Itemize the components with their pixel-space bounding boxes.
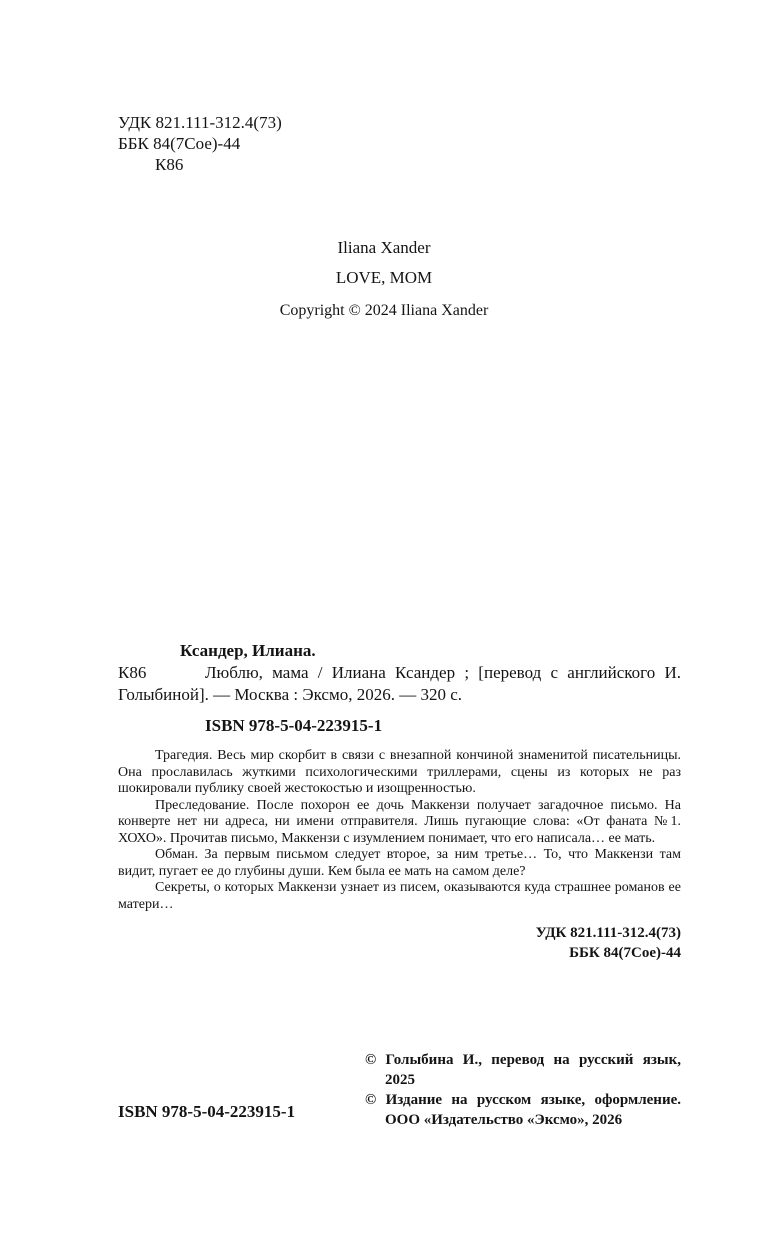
catalog-card <box>118 640 681 963</box>
bbk-code-bottom: ББК 84(7Сое)-44 <box>569 945 681 961</box>
annotation-paragraph: Преследование. После похорон ее дочь Маккензи получает загадочное письмо. На конверте нет ни адреса, ни имени отправителя. Лишь пугающие слова: «От фаната №1. ХОХО». Прочитав письмо, Маккензи с изумлением понимает, что его написала… ее мать. <box>118 797 681 846</box>
bibliographic-entry <box>118 662 681 706</box>
copyright-entry: © Издание на русском языке, оформление. ООО «Издательство «Эксмо», 2026 <box>365 1092 681 1128</box>
original-title: LOVE, MOM <box>335 268 433 287</box>
bottom-classification-codes <box>118 923 681 963</box>
original-title-block <box>0 238 768 321</box>
original-copyright: Copyright © 2024 Iliana Xander <box>279 302 489 319</box>
isbn-catalog: ISBN 978-5-04-223915-1 <box>205 716 383 735</box>
copyright-notices <box>365 1050 681 1130</box>
catalog-author-heading: Ксандер, Илиана. <box>180 641 316 660</box>
udk-code-top: УДК 821.111-312.4(73) <box>118 113 282 132</box>
udk-code-bottom: УДК 821.111-312.4(73) <box>535 925 681 941</box>
annotation-paragraph: Секреты, о которых Маккензи узнает из писем, оказываются куда страшнее романов ее матери… <box>118 880 681 912</box>
bibliographic-description: Люблю, мама / Илиана Ксандер ; [перевод с английского И. Голыбиной]. — Москва : Эксмо, 2026. — 320 с. <box>118 663 681 704</box>
top-classification-codes <box>118 112 282 175</box>
annotation-block <box>118 748 681 913</box>
catalog-card-code: К86 <box>118 663 147 682</box>
imprint-footer <box>118 1050 681 1160</box>
annotation-paragraph: Трагедия. Весь мир скорбит в связи с внезапной кончиной знаменитой писательницы. Она прославилась жуткими психологическими триллерами, сцены из которых не раз шокировали публику своей жестокостью и изощренностью. <box>118 748 681 796</box>
isbn-footer: ISBN 978-5-04-223915-1 <box>118 1102 296 1121</box>
copyright-entry: © Голыбина И., перевод на русский язык, 2025 <box>365 1052 681 1088</box>
bbk-code-top: ББК 84(7Сое)-44 <box>118 134 241 153</box>
annotation-paragraph: Обман. За первым письмом следует второе, за ним третье… То, что Маккензи там видит, пугает ее до глубины души. Кем была ее мать на самом деле? <box>118 847 681 879</box>
original-author: Iliana Xander <box>337 238 431 257</box>
author-sign-code-top: К86 <box>155 155 184 174</box>
